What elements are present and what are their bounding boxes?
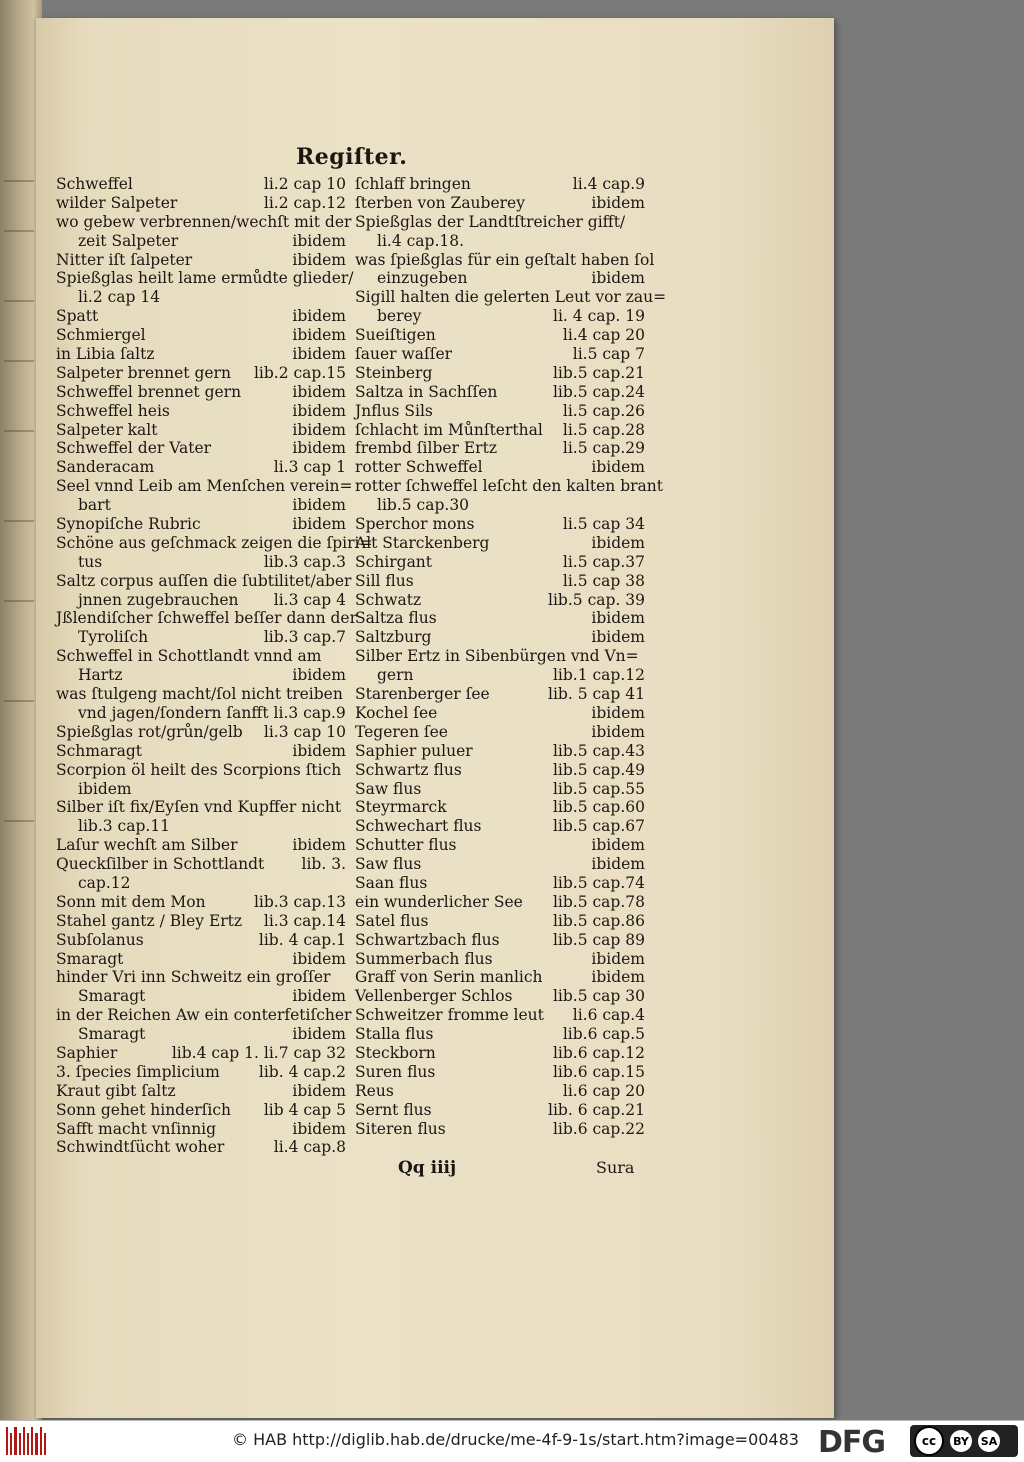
entry-reference: lib. 6 cap.21 — [548, 1100, 645, 1119]
index-entry — [355, 572, 645, 591]
entry-text: Schweffel der Vater — [56, 439, 212, 458]
entry-text: wilder Salpeter — [56, 193, 178, 212]
index-entry — [355, 194, 645, 213]
entry-text: was ſtulgeng macht/ſol nicht treiben — [56, 685, 343, 704]
entry-reference: lib. 3. — [301, 855, 346, 874]
entry-text: in Libia ſaltz — [56, 345, 155, 364]
entry-reference: li.3 cap 4 — [273, 590, 346, 609]
entry-text: Scorpion öl heilt des Scorpions ſtich — [56, 760, 342, 779]
catchword: Sura — [596, 1158, 635, 1177]
entry-text: Salpeter brennet gern — [56, 363, 231, 382]
entry-text: was ſpießglas für ein geſtalt haben ſol — [355, 250, 655, 269]
entry-reference: li.4 cap 20 — [562, 326, 645, 345]
index-entry — [56, 798, 346, 817]
entry-reference: ibidem — [292, 307, 346, 326]
index-entry — [355, 1025, 645, 1044]
entry-text: Spatt — [56, 307, 99, 326]
entry-text: Tyroliſch — [78, 628, 149, 647]
entry-text: ſchlaff bringen — [355, 175, 471, 193]
entry-text: zeit Salpeter — [78, 231, 179, 250]
entry-text: Schwechart flus — [355, 817, 482, 836]
entry-reference: li. 4 cap. 19 — [553, 307, 645, 326]
index-entry — [56, 1082, 346, 1101]
entry-reference: lib.1 cap.12 — [552, 666, 645, 685]
entry-reference: li.4 cap.8 — [273, 1138, 346, 1157]
index-entry — [355, 987, 645, 1006]
entry-reference: ibidem — [591, 703, 645, 722]
entry-text: Steckborn — [355, 1043, 436, 1062]
index-entry — [355, 213, 645, 232]
entry-reference: li.5 cap.26 — [562, 401, 645, 420]
entry-text: Schwatz — [355, 590, 422, 609]
entry-text: Safft macht vnſinnig — [56, 1119, 217, 1138]
index-entry — [355, 874, 645, 893]
entry-reference: ibidem — [292, 836, 346, 855]
index-entry — [355, 553, 645, 572]
signature-mark: Qq iiij — [398, 1158, 457, 1178]
index-entry — [355, 591, 645, 610]
entry-text: Saw flus — [355, 779, 422, 798]
entry-text: Schweffel heis — [56, 401, 170, 420]
index-entry — [56, 1025, 346, 1044]
entry-text: frembd ſilber Ertz — [355, 439, 497, 458]
entry-reference: li.5 cap.29 — [562, 439, 645, 458]
cc-license-badge — [910, 1425, 1018, 1457]
index-entry — [56, 345, 346, 364]
entry-text: Schmiergel — [56, 326, 146, 345]
index-entry — [56, 515, 346, 534]
entry-reference: lib.5 cap.78 — [552, 892, 645, 911]
index-entry — [355, 364, 645, 383]
index-entry — [56, 364, 346, 383]
index-entry — [56, 326, 346, 345]
entry-reference: lib.5 cap.21 — [552, 363, 645, 382]
index-entry — [56, 232, 346, 251]
index-entry — [56, 1006, 352, 1025]
footer-citation: © HAB http://diglib.hab.de/drucke/me-4f-9-1s/start.htm?image=00483 — [232, 1430, 799, 1449]
entry-reference: lib.6 cap.12 — [552, 1043, 645, 1062]
hab-logo-icon — [6, 1427, 46, 1455]
entry-reference: lib.2 cap.15 — [253, 363, 346, 382]
entry-text: bart — [78, 496, 111, 515]
index-entry — [56, 212, 352, 232]
index-entry — [355, 1082, 645, 1101]
entry-reference: li.4 cap.9 — [572, 175, 645, 193]
index-entry — [355, 1101, 645, 1120]
entry-text: Spießglas der Landtſtreicher gifft/ — [355, 212, 626, 231]
entry-reference: li.2 cap.12 — [263, 193, 346, 212]
index-entry — [56, 628, 346, 647]
entry-reference: lib.5 cap 89 — [552, 930, 645, 949]
entry-text: 3. ſpecies ſimplicium — [56, 1062, 220, 1081]
entry-text: rotter Schweffel — [355, 458, 483, 477]
entry-text: li.2 cap 14 — [78, 288, 161, 307]
entry-text: Schirgant — [355, 552, 433, 571]
entry-reference: li.5 cap.28 — [562, 420, 645, 439]
entry-reference: lib.3 cap.13 — [253, 892, 346, 911]
entry-text: Schweffel brennet gern — [56, 382, 242, 401]
index-entry — [56, 987, 346, 1006]
entry-text: Schmaragt — [56, 741, 143, 760]
index-entry — [56, 439, 346, 458]
index-entry — [56, 968, 346, 987]
entry-reference: ibidem — [292, 326, 346, 345]
entry-text: Tegeren ſee — [355, 722, 448, 741]
index-entry — [56, 704, 346, 723]
index-entry — [56, 307, 346, 326]
entry-text: Laſur wechſt am Silber — [56, 836, 238, 855]
index-entry — [355, 477, 663, 496]
entry-text: Synopiſche Rubric — [56, 515, 201, 534]
entry-reference: ibidem — [591, 609, 645, 628]
entry-text: Saphier — [56, 1043, 118, 1062]
index-column-right — [355, 175, 667, 1138]
entry-text: ſchlacht im Můnſterthal — [355, 420, 543, 439]
index-entry — [355, 968, 645, 987]
entry-text: Saltzburg — [355, 628, 432, 647]
page-header: Regiſter. — [296, 144, 408, 170]
index-entry — [56, 836, 346, 855]
index-entry — [56, 421, 346, 440]
entry-text: cap.12 — [78, 873, 131, 892]
entry-reference: lib.3 cap.7 — [263, 628, 346, 647]
entry-text: Stalla flus — [355, 1025, 434, 1044]
entry-text: Kochel ſee — [355, 703, 438, 722]
entry-text: Saltza flus — [355, 609, 437, 628]
entry-text: Sill flus — [355, 571, 414, 590]
entry-text: Schweffel in Schottlandt vnnd am — [56, 647, 322, 666]
entry-text: wo gebew verbrennen/wechſt mit der — [56, 212, 352, 231]
index-entry — [355, 893, 645, 912]
entry-text: Sanderacam — [56, 458, 155, 477]
entry-reference: li.5 cap.37 — [562, 552, 645, 571]
entry-text: Graff von Serin manlich — [355, 968, 543, 987]
entry-text: Satel flus — [355, 911, 429, 930]
entry-text: Saan flus — [355, 873, 428, 892]
index-column-left — [56, 175, 373, 1157]
entry-text: ibidem — [78, 779, 132, 798]
entry-reference: ibidem — [591, 458, 645, 477]
entry-text: Saw flus — [355, 855, 422, 874]
index-entry — [56, 496, 346, 515]
entry-reference: lib.6 cap.22 — [552, 1119, 645, 1138]
index-entry — [56, 1101, 346, 1120]
entry-text: Sueiſtigen — [355, 326, 436, 345]
entry-text: Spießglas rot/grůn/gelb — [56, 722, 243, 741]
entry-text: Sonn gehet hinderſich — [56, 1100, 232, 1119]
entry-text: Reus — [355, 1081, 394, 1100]
entry-reference: lib. 4 cap.2 — [258, 1062, 346, 1081]
entry-text: Jnflus Sils — [355, 401, 433, 420]
index-entry — [355, 439, 645, 458]
index-entry — [355, 421, 645, 440]
entry-reference: li.6 cap 20 — [562, 1081, 645, 1100]
entry-text: Sernt flus — [355, 1100, 432, 1119]
entry-reference: lib. 4 cap.1 — [258, 930, 346, 949]
entry-reference: ibidem — [292, 401, 346, 420]
entry-reference: ibidem — [591, 533, 645, 552]
entry-text: Kraut gibt ſaltz — [56, 1081, 176, 1100]
index-entry — [355, 931, 645, 950]
entry-text: Schweitzer fromme leut — [355, 1006, 544, 1025]
index-entry — [56, 269, 354, 288]
index-entry — [355, 742, 645, 761]
entry-reference: ibidem — [591, 855, 645, 874]
entry-text: lib.3 cap.11 — [78, 817, 171, 836]
entry-text: Schwartzbach flus — [355, 930, 500, 949]
index-entry — [56, 533, 373, 553]
entry-text: Suren flus — [355, 1062, 436, 1081]
index-entry — [56, 1120, 346, 1139]
entry-reference: li.5 cap 38 — [562, 571, 645, 590]
entry-text: tus — [78, 552, 103, 571]
index-entry — [56, 175, 346, 194]
dfg-logo: DFG — [818, 1425, 886, 1460]
index-entry — [56, 402, 346, 421]
entry-text: Jßlendiſcher ſchweffel beſſer dann der — [56, 609, 358, 628]
index-entry — [355, 402, 645, 421]
entry-text: jnnen zugebrauchen — [78, 590, 239, 609]
entry-reference: li.5 cap 34 — [562, 515, 645, 534]
entry-reference: lib.6 cap.15 — [552, 1062, 645, 1081]
index-entry — [56, 1138, 346, 1157]
index-entry — [56, 931, 346, 950]
entry-text: hinder Vri inn Schweitz ein groſſer — [56, 968, 331, 987]
index-entry — [355, 855, 645, 874]
by-icon: BY — [950, 1430, 972, 1452]
index-entry — [355, 232, 645, 251]
entry-reference: ibidem — [292, 1081, 346, 1100]
entry-reference: ibidem — [292, 496, 346, 515]
entry-text: li.4 cap.18. — [377, 231, 465, 250]
index-entry — [56, 1063, 346, 1082]
index-entry — [355, 685, 645, 704]
entry-text: Starenberger ſee — [355, 685, 490, 704]
entry-reference: lib.5 cap.24 — [552, 382, 645, 401]
entry-text: Silber Ertz in Sibenbürgen vnd Vn= — [355, 647, 639, 666]
index-entry — [355, 704, 645, 723]
entry-reference: lib.6 cap.5 — [562, 1025, 645, 1044]
entry-reference: lib.5 cap.49 — [552, 760, 645, 779]
entry-reference: lib.5 cap.55 — [552, 779, 645, 798]
index-entry — [355, 1063, 645, 1082]
entry-text: Saphier puluer — [355, 741, 473, 760]
index-entry — [56, 383, 346, 402]
index-entry — [355, 798, 645, 817]
index-entry — [355, 666, 645, 685]
index-entry — [355, 1120, 645, 1139]
entry-text: Saltz corpus auſſen die ſubtilitet/aber — [56, 571, 352, 590]
entry-text: in der Reichen Aw ein conterfetiſcher — [56, 1006, 352, 1025]
entry-text: Sigill halten die gelerten Leut vor zau= — [355, 288, 667, 307]
index-entry — [56, 685, 346, 704]
entry-text: Smaragt — [78, 1025, 146, 1044]
entry-reference: ibidem — [292, 231, 346, 250]
entry-text: Seel vnnd Leib am Menſchen verein= — [56, 477, 353, 496]
index-entry — [355, 780, 645, 799]
entry-reference: lib.5 cap. 39 — [548, 590, 645, 609]
index-entry — [355, 761, 645, 780]
entry-text: Vellenberger Schlos — [355, 987, 513, 1006]
entry-text: Steyrmarck — [355, 798, 447, 817]
index-entry — [56, 817, 346, 836]
sa-icon: SA — [978, 1430, 1000, 1452]
entry-text: Smaragt — [78, 987, 146, 1006]
entry-text: Smaragt — [56, 949, 124, 968]
entry-reference: ibidem — [292, 382, 346, 401]
index-entry — [355, 458, 645, 477]
entry-text: rotter ſchweffel leſcht den kalten brant — [355, 477, 663, 496]
entry-reference: ibidem — [591, 722, 645, 741]
index-entry — [56, 912, 346, 931]
index-entry — [355, 175, 645, 194]
index-entry — [56, 458, 346, 477]
entry-reference: lib.5 cap.60 — [552, 798, 645, 817]
entry-reference: li.6 cap.4 — [572, 1006, 645, 1025]
entry-text: lib.5 cap.30 — [377, 496, 470, 515]
entry-reference: ibidem — [292, 250, 346, 269]
index-entry — [355, 496, 645, 515]
entry-text: Nitter iſt ſalpeter — [56, 250, 193, 269]
entry-reference: lib.5 cap.43 — [552, 741, 645, 760]
index-entry — [56, 780, 346, 799]
index-entry — [355, 250, 655, 270]
index-entry — [355, 950, 645, 969]
entry-reference: li.3 cap 1 — [273, 458, 346, 477]
entry-reference: ibidem — [292, 345, 346, 364]
index-entry — [56, 666, 346, 685]
entry-reference: li.2 cap 10 — [263, 175, 346, 193]
index-entry — [56, 874, 346, 893]
index-entry — [56, 647, 346, 666]
index-entry — [56, 571, 352, 591]
entry-text: Steinberg — [355, 363, 433, 382]
entry-reference: ibidem — [292, 741, 346, 760]
entry-reference: ibidem — [292, 439, 346, 458]
index-entry — [56, 950, 346, 969]
entry-reference: li.3 cap 10 — [263, 722, 346, 741]
index-entry — [56, 761, 346, 780]
viewer-footer — [0, 1420, 1024, 1462]
index-entry — [355, 912, 645, 931]
index-entry — [355, 628, 645, 647]
entry-reference: li.3 cap.14 — [263, 911, 346, 930]
index-entry — [56, 251, 346, 270]
entry-reference: lib. 5 cap 41 — [548, 685, 645, 704]
entry-reference: ibidem — [591, 269, 645, 288]
entry-text: einzugeben — [377, 269, 468, 288]
entry-text: Silber iſt fix/Eyſen vnd Kupffer nicht — [56, 798, 342, 817]
entry-text: Schöne aus geſchmack zeigen die ſpiri= — [56, 533, 373, 552]
entry-text: Summerbach flus — [355, 949, 493, 968]
index-entry — [355, 515, 645, 534]
index-entry — [355, 345, 645, 364]
entry-reference: ibidem — [292, 987, 346, 1006]
entry-reference: ibidem — [292, 1119, 346, 1138]
entry-text: Schwartz flus — [355, 760, 462, 779]
index-entry — [355, 609, 645, 628]
entry-reference: ibidem — [292, 949, 346, 968]
entry-text: Sonn mit dem Mon — [56, 892, 206, 911]
entry-text: Siteren flus — [355, 1119, 446, 1138]
index-entry — [355, 326, 645, 345]
entry-reference: lib.5 cap.86 — [552, 911, 645, 930]
index-entry — [355, 269, 645, 288]
entry-text: ſauer waſſer — [355, 345, 453, 364]
entry-text: ein wunderlicher See — [355, 892, 523, 911]
entry-text: Stahel gantz / Bley Ertz — [56, 911, 243, 930]
entry-text: Schutter flus — [355, 836, 457, 855]
entry-reference: ibidem — [591, 949, 645, 968]
index-entry — [355, 647, 645, 666]
entry-reference: lib.4 cap 1. li.7 cap 32 — [171, 1043, 346, 1062]
entry-text: berey — [377, 307, 422, 326]
entry-text: Alt Starckenberg — [355, 533, 490, 552]
entry-text: Schwindtſücht woher — [56, 1138, 225, 1157]
index-entry — [56, 609, 358, 628]
entry-reference: ibidem — [292, 666, 346, 685]
index-entry — [355, 723, 645, 742]
entry-reference: ibidem — [591, 628, 645, 647]
entry-reference: lib.5 cap.74 — [552, 873, 645, 892]
index-entry — [355, 383, 645, 402]
entry-reference: lib 4 cap 5 — [263, 1100, 346, 1119]
entry-reference: ibidem — [591, 193, 645, 212]
entry-reference: ibidem — [292, 515, 346, 534]
entry-text: Sperchor mons — [355, 515, 475, 534]
entry-reference: ibidem — [591, 836, 645, 855]
entry-reference: ibidem — [292, 420, 346, 439]
index-entry — [355, 288, 667, 307]
entry-text: ſterben von Zauberey — [355, 193, 525, 212]
entry-reference: lib.5 cap 30 — [552, 987, 645, 1006]
entry-text: Salpeter kalt — [56, 420, 158, 439]
entry-reference: li.5 cap 7 — [572, 345, 645, 364]
index-entry — [355, 1044, 645, 1063]
entry-text: Hartz — [78, 666, 123, 685]
entry-text: Subſolanus — [56, 930, 144, 949]
entry-reference: lib.3 cap.3 — [263, 552, 346, 571]
entry-text: Spießglas heilt lame ermůdte glieder/ — [56, 269, 354, 288]
entry-text: Queckſilber in Schottlandt — [56, 855, 265, 874]
entry-reference: lib.5 cap.67 — [552, 817, 645, 836]
entry-reference: ibidem — [591, 968, 645, 987]
entry-text: Saltza in Sachſſen — [355, 382, 498, 401]
index-entry — [355, 307, 645, 326]
index-entry — [56, 723, 346, 742]
index-entry — [355, 1006, 645, 1025]
index-entry — [56, 742, 346, 761]
index-entry — [56, 477, 353, 496]
index-entry — [56, 553, 346, 572]
index-entry — [56, 1044, 346, 1063]
entry-text: Schweffel — [56, 175, 133, 193]
entry-text: vnd jagen/ſondern ſanfft li.3 cap.9 — [78, 703, 346, 722]
entry-reference: ibidem — [292, 1025, 346, 1044]
entry-text: gern — [377, 666, 414, 685]
index-entry — [355, 836, 645, 855]
cc-icon: cc — [914, 1426, 944, 1456]
index-entry — [56, 855, 346, 874]
index-entry — [56, 288, 346, 307]
index-entry — [56, 591, 346, 610]
index-entry — [56, 194, 346, 213]
index-entry — [355, 817, 645, 836]
index-entry — [56, 893, 346, 912]
index-entry — [355, 534, 645, 553]
